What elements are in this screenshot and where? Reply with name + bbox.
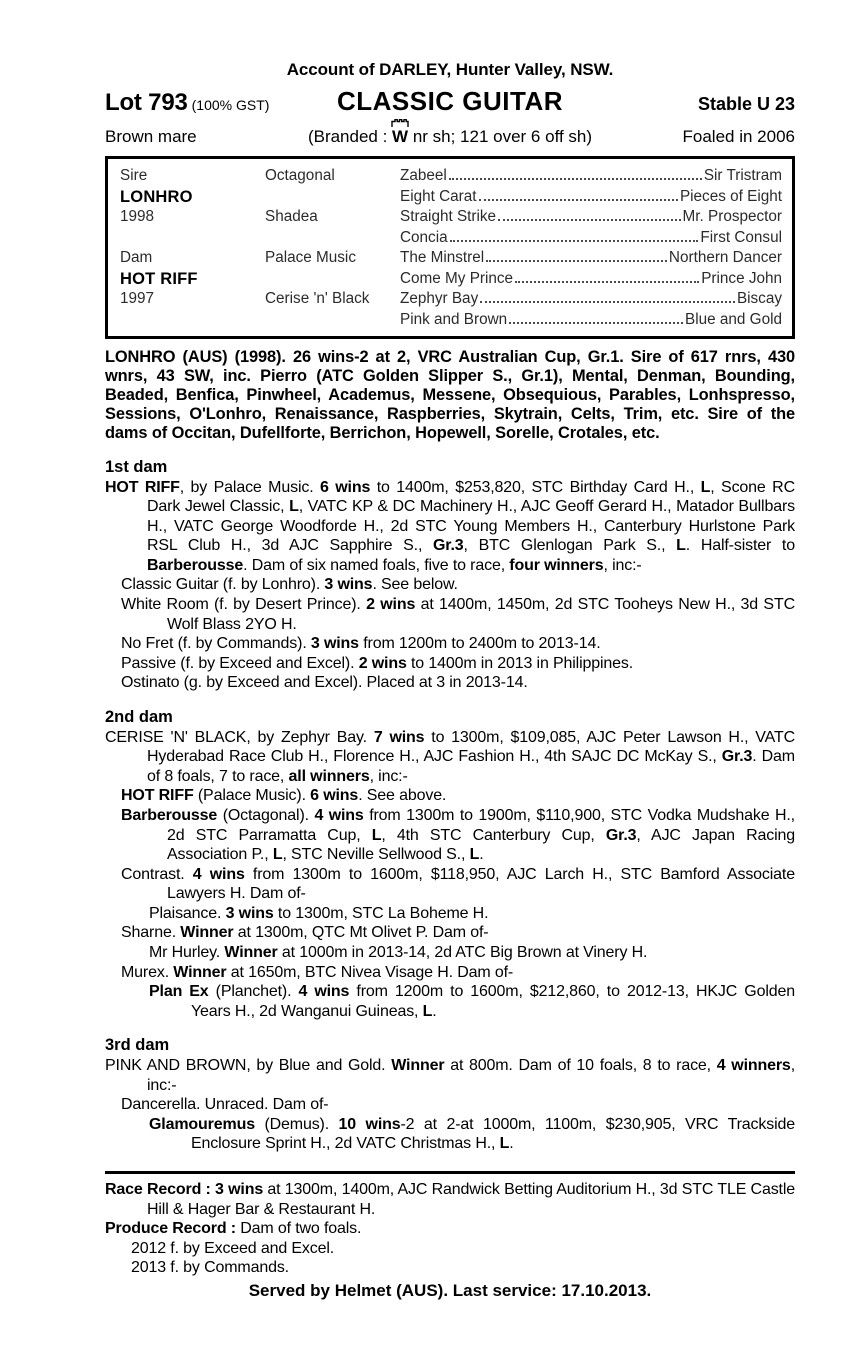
brand-suffix: nr sh; 121 over 6 off sh) [408,127,593,146]
pedigree-sire-name: LONHRO [120,187,193,206]
ancestor-name: Mr. Prospector [682,208,782,225]
pedigree-sire-year: 1998 [120,208,155,225]
colour-sex: Brown mare [105,127,197,146]
ancestor-name: Pieces of Eight [679,187,782,205]
progeny-entry: Mr Hurley. Winner at 1000m in 2013-14, 2d ATC Big Brown at Vinery H. [149,944,648,962]
pedigree-ancestor-row [400,166,782,187]
ancestor-name: Zabeel [400,167,447,184]
ancestor-name: Straight Strike [400,208,497,225]
ancestor-name: Pink and Brown [400,310,508,328]
leader-dots [449,178,702,180]
progeny-entry: White Room (f. by Desert Prince). 2 wins at 1400m, 1450m, 2d STC Tooheys New H., 3d STC Wolf Blass 2YO H. [121,596,795,633]
pedigree-ancestor-row [400,289,782,310]
progeny-entry: Murex. Winner at 1650m, BTC Nivea Visage H. Dam of- [121,963,514,981]
produce-foal: 2012 f. by Exceed and Excel. [131,1239,335,1257]
foaled-year: Foaled in 2006 [682,127,795,146]
pedigree-ancestor-row [400,228,782,249]
progeny-entry: No Fret (f. by Commands). 3 wins from 1200m to 2400m to 2013-14. [121,635,601,653]
ancestor-name: The Minstrel [400,249,485,266]
pedigree-dam-label: Dam [120,249,153,266]
page-content [105,60,795,1318]
stable-number: Stable U 23 [697,94,796,114]
sire-summary: LONHRO (AUS) (1998). 26 wins-2 at 2, VRC Australian Cup, Gr.1. Sire of 617 rnrs, 430 wnrs, 43 SW, inc. Pierro (ATC Golden Slipper S., Gr.1), Mental, Denman, Bounding, Beaded, Benfica, Pinwheel, Academus, Messene, Obsequious, Parables, Lonhspresso, Sessions, O'Lonhro, Renaissance, Raspberries, Skytrain, Celts, Trim, etc. Sire of the dams of Occitan, Dufellforte, Berrichon, Hopewell, Sorelle, Crotales, etc. [105,348,795,442]
ancestor-name: Concia [400,228,448,246]
progeny-entry: Glamouremus (Demus). 10 wins-2 at 2-at 1000m, 1100m, $230,905, VRC Trackside Enclosure Sprint H., 2d VATC Christmas H., L. [149,1115,795,1153]
progeny-entry: Barberousse (Octagonal). 4 wins from 1300m to 1900m, $110,900, STC Vodka Mudshake H., 2d STC Parramatta Cup, L, 4th STC Canterbury Cup, Gr.3, AJC Japan Racing Association P., L, STC Neville Sellwood S., L. [121,806,795,864]
progeny-entry: Contrast. 4 wins from 1300m to 1600m, $118,950, AJC Larch H., STC Bamford Associate Lawyers H. Dam of- [121,865,795,903]
pedigree-ancestor-row [400,269,782,290]
pedigree-dam-of-sire: Shadea [265,208,318,225]
lot-block [105,89,337,117]
second-dam-description: CERISE 'N' BLACK, by Zephyr Bay. 7 wins to 1300m, $109,085, AJC Peter Lawson H., VATC Hyderabad Race Club H., Florence H., AJC Fashion H., 4th SAJC DC McKay S., Gr.3. Dam of 8 foals, 7 to race, all winners, inc:- [105,728,795,785]
brand-mark-icon [392,127,408,147]
ancestor-name: Eight Carat [400,187,477,205]
ancestor-name: Sir Tristram [703,167,782,184]
ancestor-name: First Consul [700,228,782,246]
gst-note: (100% GST) [191,97,270,113]
leader-dots [480,301,735,303]
progeny-entry: Plan Ex (Planchet). 4 wins from 1200m to 1600m, $212,860, to 2012-13, HKJC Golden Years H., 2d Wanganui Guineas, L. [149,983,795,1020]
heading-2nd-dam: 2nd dam [105,708,173,727]
progeny-entry: Sharne. Winner at 1300m, QTC Mt Olivet P. Dam of- [121,924,489,942]
progeny-entry: Classic Guitar (f. by Lonhro). 3 wins. See below. [121,576,458,594]
info-row [105,127,795,147]
lot-header-row [105,86,795,117]
pedigree-sire-of-dam: Palace Music [265,249,356,266]
pedigree-dam-of-dam: Cerise 'n' Black [265,290,370,307]
pedigree-ancestor-row [400,310,782,331]
account-line: Account of DARLEY, Hunter Valley, NSW. [286,60,614,79]
brand-letter: W [392,127,409,146]
leader-dots [486,260,667,262]
third-dam-description: PINK AND BROWN, by Blue and Gold. Winner at 800m. Dam of 10 foals, 8 to race, 4 winners, inc:- [105,1056,795,1094]
race-record: Race Record : 3 wins at 1300m, 1400m, AJC Randwick Betting Auditorium H., 3d STC TLE Castle Hill & Hager Bar & Restaurant H. [105,1180,795,1218]
served-by-line: Served by Helmet (AUS). Last service: 17.10.2013. [248,1280,652,1300]
first-dam-description: HOT RIFF, by Palace Music. 6 wins to 1400m, $253,820, STC Birthday Card H., L, Scone RC Dark Jewel Classic, L, VATC KP & DC Machinery H., AJC Geoff Gerard H., Matador Bullbars H., VATC George Woodforde H., 2d STC Young Members H., Canterbury Hurlstone Park RSL Club H., 3d AJC Sapphire S., Gr.3, BTC Glenlogan Park S., L. Half-sister to Barberousse. Dam of six named foals, five to race, four winners, inc:- [105,478,795,574]
pedigree-sire-label: Sire [120,167,148,184]
pedigree-dam-name: HOT RIFF [120,269,198,288]
ancestor-name: Northern Dancer [668,249,782,266]
pedigree-ancestor-row [400,207,782,228]
heading-3rd-dam: 3rd dam [105,1036,170,1055]
leader-dots [450,240,699,242]
progeny-entry: Ostinato (g. by Exceed and Excel). Placed at 3 in 2013-14. [121,674,528,692]
produce-record: Produce Record : Dam of two foals. [105,1220,362,1238]
produce-foal: 2013 f. by Commands. [131,1259,289,1277]
leader-dots [509,322,683,324]
ancestor-name: Prince John [701,269,782,287]
brand-prefix: (Branded : [307,127,393,146]
ancestor-name: Biscay [736,290,782,307]
pedigree-table [105,156,795,339]
leader-dots [515,281,699,283]
pedigree-ancestor-row [400,187,782,208]
progeny-entry: Dancerella. Unraced. Dam of- [121,1096,329,1114]
footer-divider [105,1171,795,1174]
ancestor-name: Blue and Gold [685,310,782,328]
pedigree-dam-year: 1997 [120,290,155,307]
ancestor-name: Come My Prince [400,269,514,287]
horse-name: CLASSIC GUITAR [336,86,564,116]
heading-1st-dam: 1st dam [105,458,168,476]
lot-number: Lot 793 [105,89,188,116]
progeny-entry: HOT RIFF (Palace Music). 6 wins. See above. [121,787,447,805]
ancestor-name: Zephyr Bay [400,290,479,307]
leader-dots [498,219,680,221]
progeny-entry: Plaisance. 3 wins to 1300m, STC La Boheme H. [149,904,489,922]
progeny-entry: Passive (f. by Exceed and Excel). 2 wins to 1400m in 2013 in Philippines. [121,654,634,672]
pedigree-ancestor-row [400,248,782,269]
crown-icon [391,119,409,127]
pedigree-sire-of-sire: Octagonal [265,167,335,184]
leader-dots [479,199,678,201]
brand-line [308,127,592,147]
